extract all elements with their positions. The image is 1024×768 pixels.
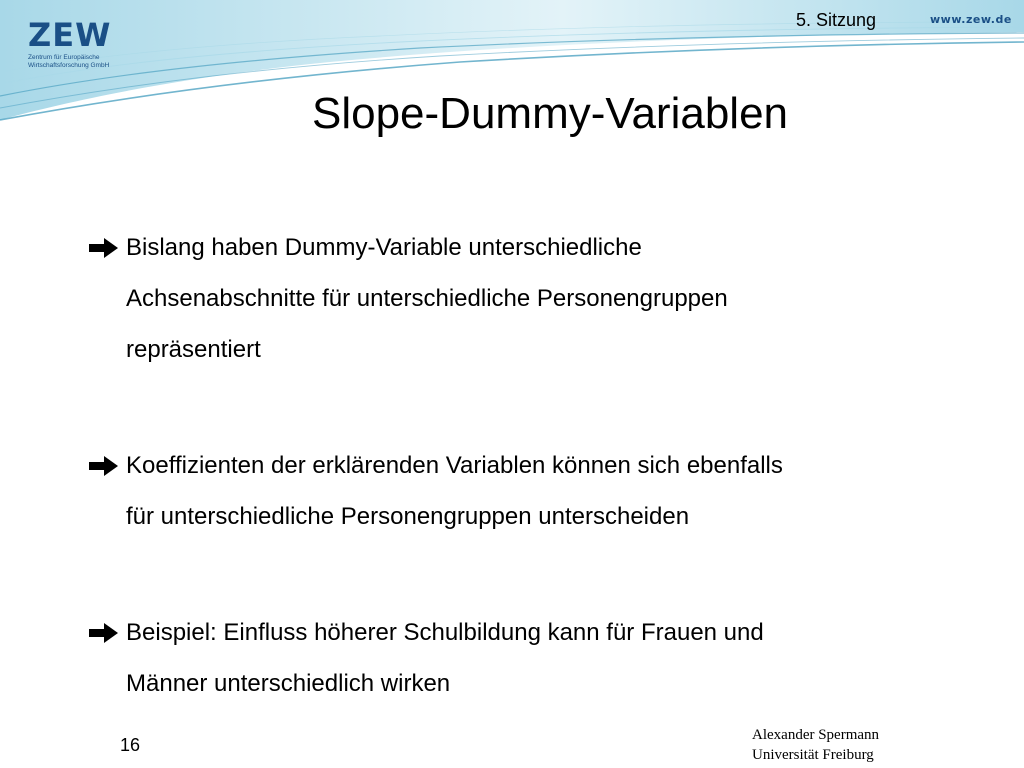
bullet-line: für unterschiedliche Personengruppen unterscheiden [126,503,690,530]
bullet-line: Koeffizienten der erklärenden Variablen können sich ebenfalls [126,452,783,479]
right-arrow-icon [88,454,120,478]
slide-title: Slope-Dummy-Variablen [311,89,789,138]
bullet-line: Bislang haben Dummy-Variable unterschiedliche [126,234,642,261]
bullet-line: Achsenabschnitte für unterschiedliche Personengruppen [126,285,728,312]
logo-text: ZEW [28,16,112,54]
website-url: www.zew.de [930,13,1012,26]
bullet-line: Männer unterschiedlich wirken [126,670,451,697]
bullet-list [88,222,948,709]
bullet-line: repräsentiert [126,336,261,363]
bullet-item [88,222,948,375]
page-number: 16 [120,735,141,755]
bullet-item [88,607,948,709]
session-label: 5. Sitzung [796,10,877,30]
bullet-line: Beispiel: Einfluss höherer Schulbildung kann für Frauen und [126,619,764,646]
logo-subtitle-line2: Wirtschaftsforschung GmbH [28,62,110,69]
right-arrow-icon [88,236,120,260]
author-affiliation: Universität Freiburg [752,747,874,763]
bullet-item [88,440,948,542]
right-arrow-icon [88,621,120,645]
zew-logo [28,18,111,70]
logo-subtitle-line1: Zentrum für Europäische [28,54,100,61]
author-credit [752,725,879,765]
author-name: Alexander Spermann [752,727,880,743]
logo-subtitle [28,54,111,70]
